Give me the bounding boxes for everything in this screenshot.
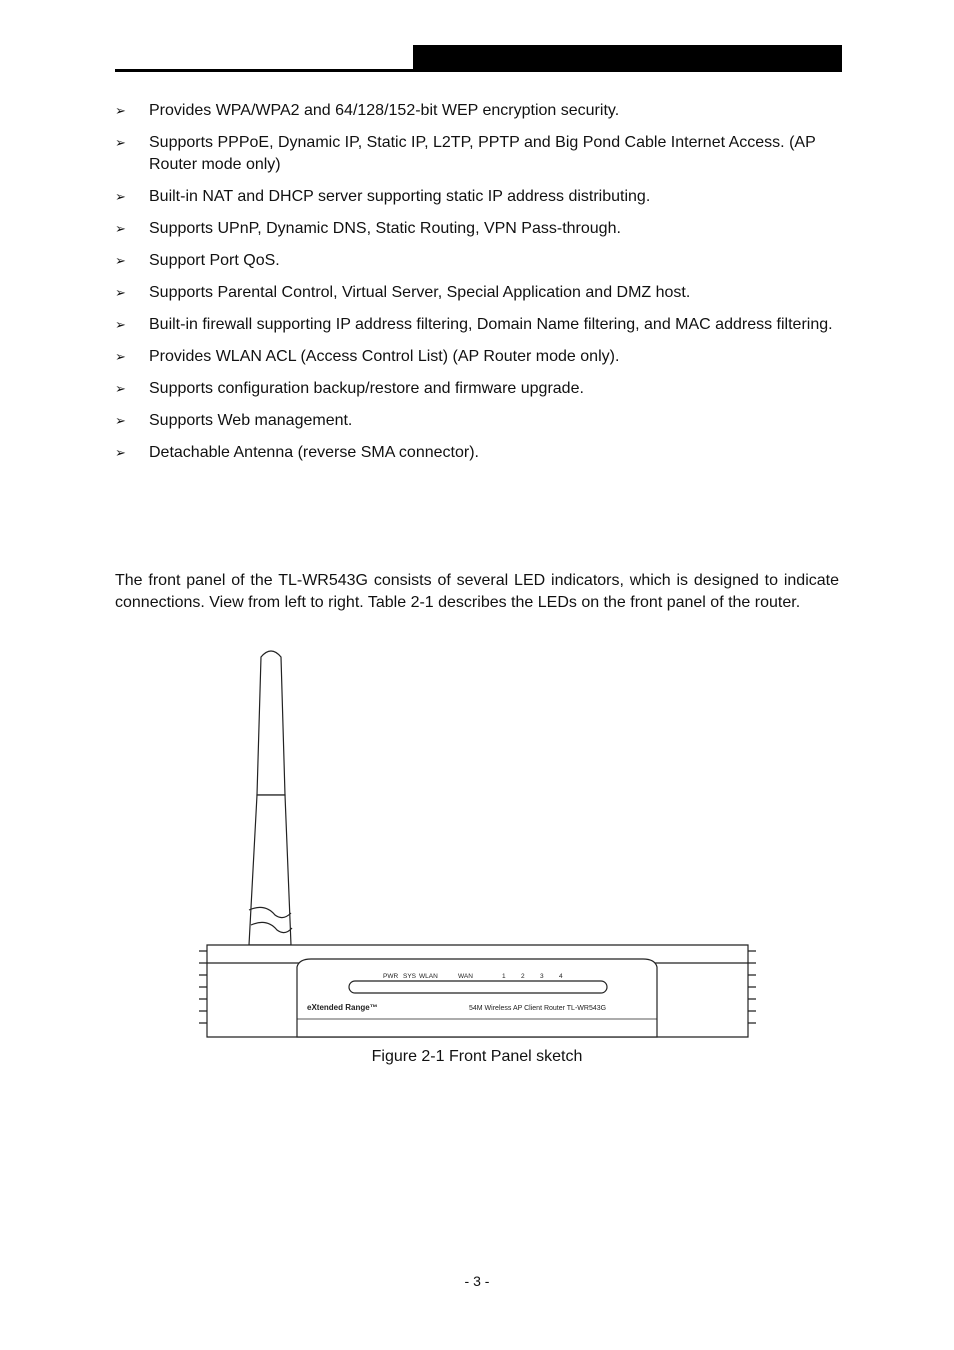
feature-item: ➢ Supports Web management. (115, 410, 845, 432)
brand-label: eXtended Range™ (307, 1003, 378, 1012)
bullet-arrow-icon: ➢ (115, 349, 126, 364)
page-number: - 3 - (464, 1273, 490, 1289)
bullet-arrow-icon: ➢ (115, 189, 126, 204)
led-label-port-2: 2 (521, 973, 525, 980)
bullet-arrow-icon: ➢ (115, 381, 126, 396)
led-label-sys: SYS (403, 973, 417, 980)
led-label-wan: WAN (458, 973, 473, 980)
bullet-arrow-icon: ➢ (115, 445, 126, 460)
led-label-port-1: 1 (502, 973, 506, 980)
bullet-arrow-icon: ➢ (115, 413, 126, 428)
feature-item: ➢ Built-in NAT and DHCP server supporting static IP address distributing. (115, 186, 845, 208)
feature-item: ➢ Detachable Antenna (reverse SMA connector). (115, 442, 845, 464)
feature-item: ➢ Supports Parental Control, Virtual Server, Special Application and DMZ host. (115, 282, 845, 304)
led-label-port-4: 4 (559, 973, 563, 980)
led-label-port-3: 3 (540, 973, 544, 980)
bullet-arrow-icon: ➢ (115, 221, 126, 236)
router-body (199, 945, 756, 1037)
front-panel-description: The front panel of the TL-WR543G consists of several LED indicators, which is designed to indicate connections. View from left to right. Table 2-1 describes the LEDs on the front panel of the router. (115, 572, 839, 611)
header-bar (413, 45, 842, 72)
feature-item: ➢ Supports UPnP, Dynamic DNS, Static Routing, VPN Pass-through. (115, 218, 845, 240)
feature-item: ➢ Supports PPPoE, Dynamic IP, Static IP, L2TP, PPTP and Big Pond Cable Internet Access. (AP Router mode only) (115, 134, 816, 173)
bullet-arrow-icon: ➢ (115, 285, 126, 300)
feature-item: ➢ Supports configuration backup/restore and firmware upgrade. (115, 378, 845, 400)
figure-caption: Figure 2-1 Front Panel sketch (371, 1048, 583, 1065)
led-label-wlan: WLAN (419, 973, 438, 980)
feature-item: ➢ Provides WLAN ACL (Access Control List) (AP Router mode only). (115, 346, 845, 368)
led-label-pwr: PWR (383, 973, 399, 980)
bullet-arrow-icon: ➢ (115, 103, 126, 118)
header-rule (115, 69, 413, 72)
feature-item: ➢ Provides WPA/WPA2 and 64/128/152-bit WEP encryption security. (115, 100, 845, 122)
bullet-arrow-icon: ➢ (115, 317, 126, 332)
feature-item: ➢ Support Port QoS. (115, 250, 845, 272)
feature-list (115, 100, 845, 474)
front-panel-figure (195, 645, 760, 1045)
bullet-arrow-icon: ➢ (115, 253, 126, 268)
model-label: 54M Wireless AP Client Router TL-WR543G (469, 1005, 607, 1012)
feature-item: ➢ Built-in firewall supporting IP address filtering, Domain Name filtering, and MAC address filtering. (115, 314, 845, 336)
bullet-arrow-icon: ➢ (115, 135, 126, 150)
antenna-icon (249, 651, 292, 945)
